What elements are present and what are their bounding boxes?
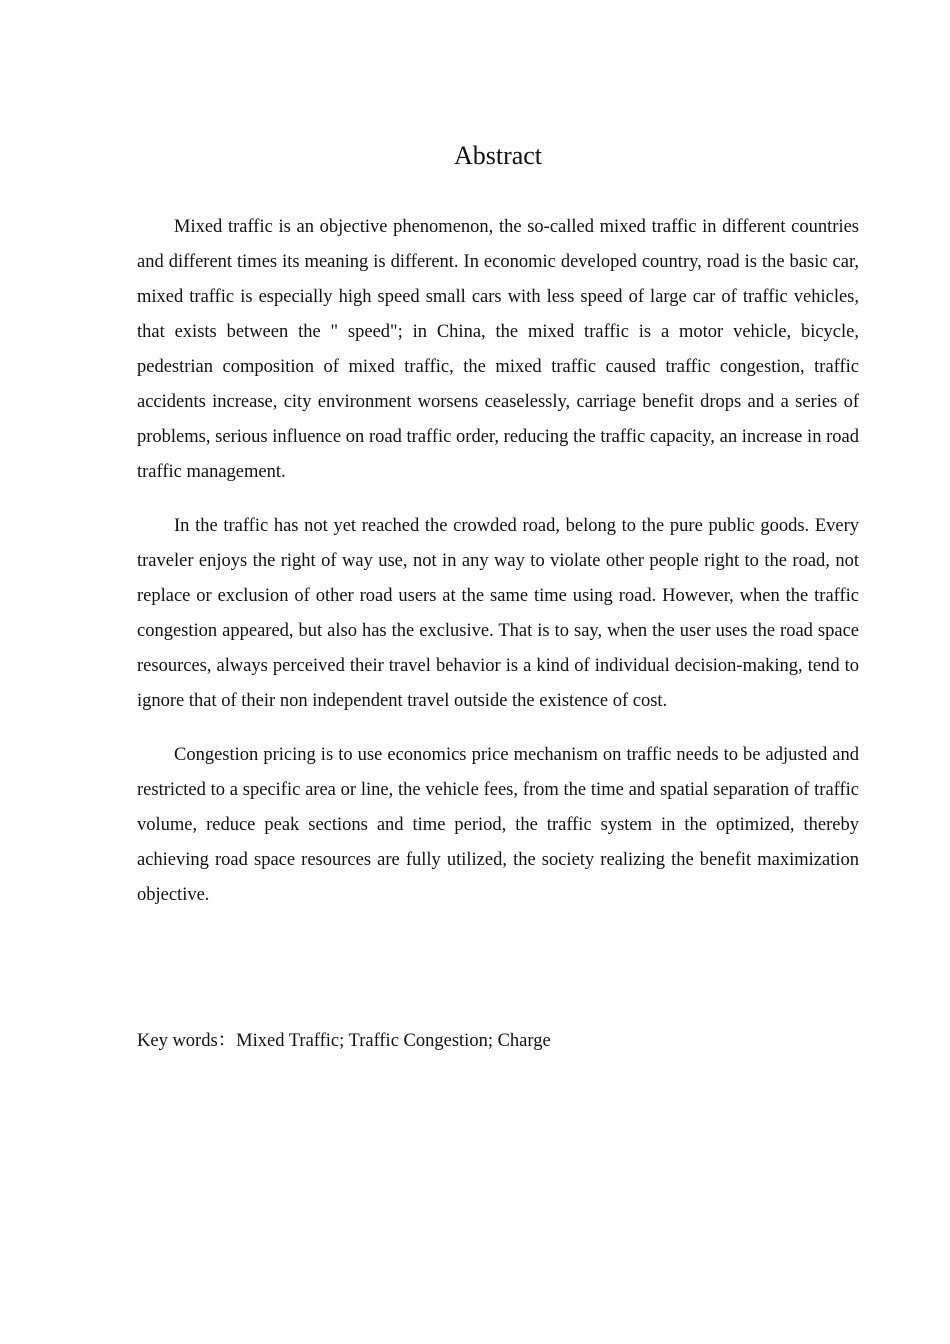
abstract-paragraph-2: In the traffic has not yet reached the crowded road, belong to the pure public goods. Every traveler enjoys the right of way use, not in any way to violate other people right to the road, not replace or exclusion of other road users at the same time using road. However, when the traffic congestion appeared, but also has the exclusive. That is to say, when the user uses the road space resources, always perceived their travel behavior is a kind of individual decision-making, tend to ignore that of their non independent travel outside the existence of cost. bbox=[137, 516, 859, 711]
abstract-paragraph-3: Congestion pricing is to use economics price mechanism on traffic needs to be adjusted and restricted to a specific area or line, the vehicle fees, from the time and spatial separation of traffic volume, reduce peak sections and time period, the traffic system in the optimized, thereby achieving road space resources are fully utilized, the society realizing the benefit maximization objective. bbox=[137, 745, 859, 905]
abstract-body bbox=[137, 210, 859, 932]
abstract-paragraph-1: Mixed traffic is an objective phenomenon, the so-called mixed traffic in different countries and different times its meaning is different. In economic developed country, road is the basic car, mixed traffic is especially high speed small cars with less speed of large car of traffic vehicles, that exists between the " speed"; in China, the mixed traffic is a motor vehicle, bicycle, pedestrian composition of mixed traffic, the mixed traffic caused traffic congestion, traffic accidents increase, city environment worsens ceaselessly, carriage benefit drops and a series of problems, serious influence on road traffic order, reducing the traffic capacity, an increase in road traffic management. bbox=[137, 217, 859, 482]
keywords-line: Key words：Mixed Traffic; Traffic Congestion; Charge bbox=[137, 1031, 551, 1051]
page-title: Abstract bbox=[453, 141, 543, 170]
